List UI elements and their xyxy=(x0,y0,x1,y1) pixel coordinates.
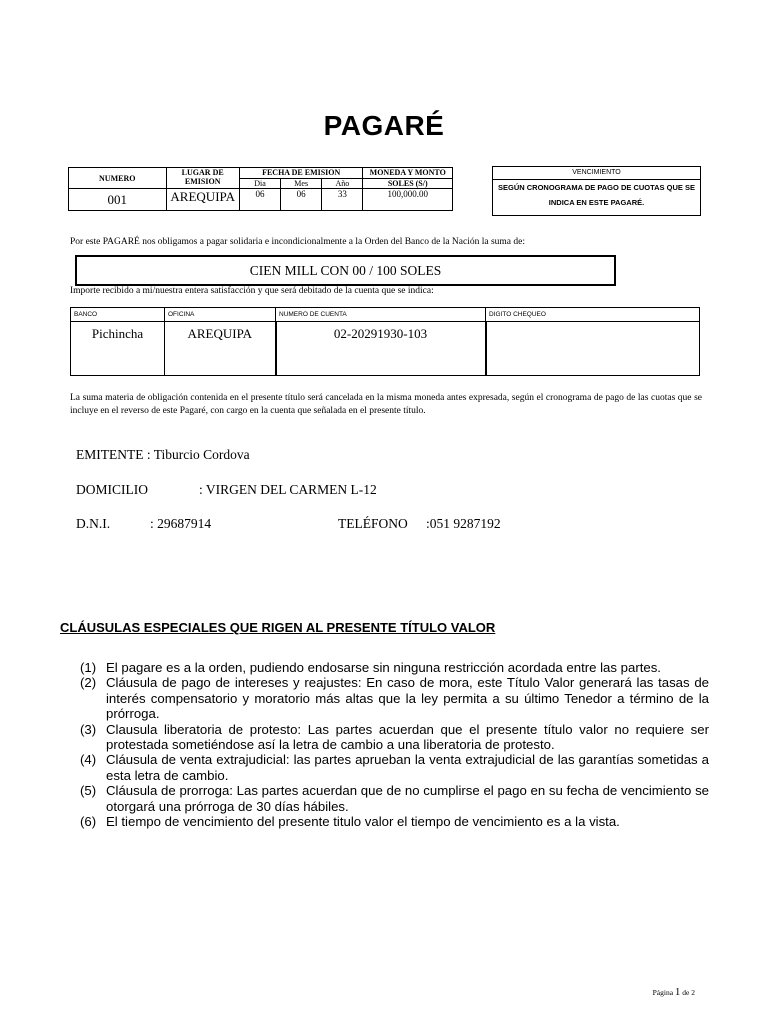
dia-value: 06 xyxy=(239,189,280,211)
clausula-text: Cláusula de pago de intereses y reajustes: En caso de mora, este Título Valor generará las tasas de interés compensatorio y moratorio más altas que la ley permita a su último Tenedor a término de la prórroga. xyxy=(106,675,709,722)
cuenta-value: 02-20291930-103 xyxy=(276,322,486,376)
clausula-number: (3) xyxy=(80,721,97,737)
dni-value: : 29687914 xyxy=(150,516,212,531)
digito-header: DIGITO CHEQUEO xyxy=(486,308,700,322)
page-current: 1 xyxy=(674,986,681,998)
list-item xyxy=(80,783,709,814)
clausula-text: Cláusula de venta extrajudicial: las partes aprueban la venta extrajudicial de las garantías sometidas a esta letra de cambio. xyxy=(106,752,709,783)
list-item xyxy=(80,722,709,753)
amount-box xyxy=(75,255,616,286)
clausula-number: (6) xyxy=(80,814,97,830)
digito-value xyxy=(486,322,700,376)
clausula-number: (5) xyxy=(80,783,97,799)
soles-header: SOLES (S/) xyxy=(363,179,453,189)
suma-paragraph: La suma materia de obligación contenida en el presente título será cancelada en la misma moneda antes expresada, según el cronograma de pago de las cuotas que se incluye en el reverso de este Pagaré, con cargo en la cuenta que señalada en el presente título. xyxy=(70,393,702,416)
dia-header: Dia xyxy=(239,179,280,189)
lugar-header: LUGAR DE EMISION xyxy=(166,168,239,189)
banco-header: BANCO xyxy=(71,308,165,322)
domicilio-value: : VIRGEN DEL CARMEN L-12 xyxy=(199,482,377,497)
cuenta-header: NUMERO DE CUENTA xyxy=(276,308,486,322)
vencimiento-label: VENCIMIENTO xyxy=(493,167,700,180)
numero-header: NUMERO xyxy=(69,168,167,189)
numero-value: 001 xyxy=(69,189,167,211)
page-number xyxy=(653,986,695,998)
importe-text: Importe recibido a mi/nuestra entera satisfacción y que será debitado de la cuenta que se indica: xyxy=(70,286,434,296)
lugar-value: AREQUIPA xyxy=(166,189,239,211)
clausula-number: (2) xyxy=(80,675,97,691)
vencimiento-box xyxy=(492,166,701,216)
clausula-number: (1) xyxy=(80,660,97,675)
clausula-text: El tiempo de vencimiento del presente titulo valor el tiempo de vencimiento es a la vista. xyxy=(106,814,620,830)
mes-header: Mes xyxy=(281,179,322,189)
list-item xyxy=(80,752,709,783)
clausulas-title: CLÁUSULAS ESPECIALES QUE RIGEN AL PRESENTE TÍTULO VALOR xyxy=(60,620,496,635)
dni-label: D.N.I. xyxy=(76,516,111,531)
list-item xyxy=(80,814,709,829)
clausula-text: Clausula liberatoria de protesto: Las partes acuerdan que el presente título valor no requiere ser protestada sometiéndose así la letra de cambio a una liberatoria de protesto. xyxy=(106,721,709,753)
monto-value: 100,000.00 xyxy=(363,189,453,211)
anio-header: Año xyxy=(322,179,363,189)
amount-text: CIEN MILL CON 00 / 100 SOLES xyxy=(249,263,442,278)
clausula-text: Cláusula de prorroga: Las partes acuerdan que de no cumplirse el pago en su fecha de vencimiento se otorgará una prórroga de 30 días hábiles. xyxy=(106,783,709,814)
emitente-line: EMITENTE : Tiburcio Cordova xyxy=(76,447,250,462)
banco-value: Pichincha xyxy=(71,322,165,376)
list-item xyxy=(80,660,709,675)
page-total: de 2 xyxy=(682,988,695,997)
fecha-header: FECHA DE EMISION xyxy=(239,168,363,179)
clausula-number: (4) xyxy=(80,752,97,768)
emission-table xyxy=(68,167,453,211)
intro-text: Por este PAGARÉ nos obligamos a pagar solidaria e incondicionalmente a la Orden del Banco de la Nación la suma de: xyxy=(70,237,525,247)
telefono-value: :051 9287192 xyxy=(426,516,501,531)
anio-value: 33 xyxy=(322,189,363,211)
list-item xyxy=(80,675,709,721)
clausulas-list xyxy=(80,660,709,829)
document-title: PAGARÉ xyxy=(323,110,445,141)
bank-table xyxy=(70,307,700,376)
oficina-value: AREQUIPA xyxy=(165,322,276,376)
page-label: Página xyxy=(652,988,674,997)
mes-value: 06 xyxy=(281,189,322,211)
vencimiento-text: SEGÚN CRONOGRAMA DE PAGO DE CUOTAS QUE SE INDICA EN ESTE PAGARÉ. xyxy=(498,183,695,207)
moneda-header: MONEDA Y MONTO xyxy=(363,168,453,179)
oficina-header: OFICINA xyxy=(165,308,276,322)
domicilio-label: DOMICILIO xyxy=(76,482,148,497)
telefono-label: TELÉFONO xyxy=(338,516,408,531)
clausula-text: El pagare es a la orden, pudiendo endosarse sin ninguna restricción acordada entre las partes. xyxy=(106,660,661,675)
